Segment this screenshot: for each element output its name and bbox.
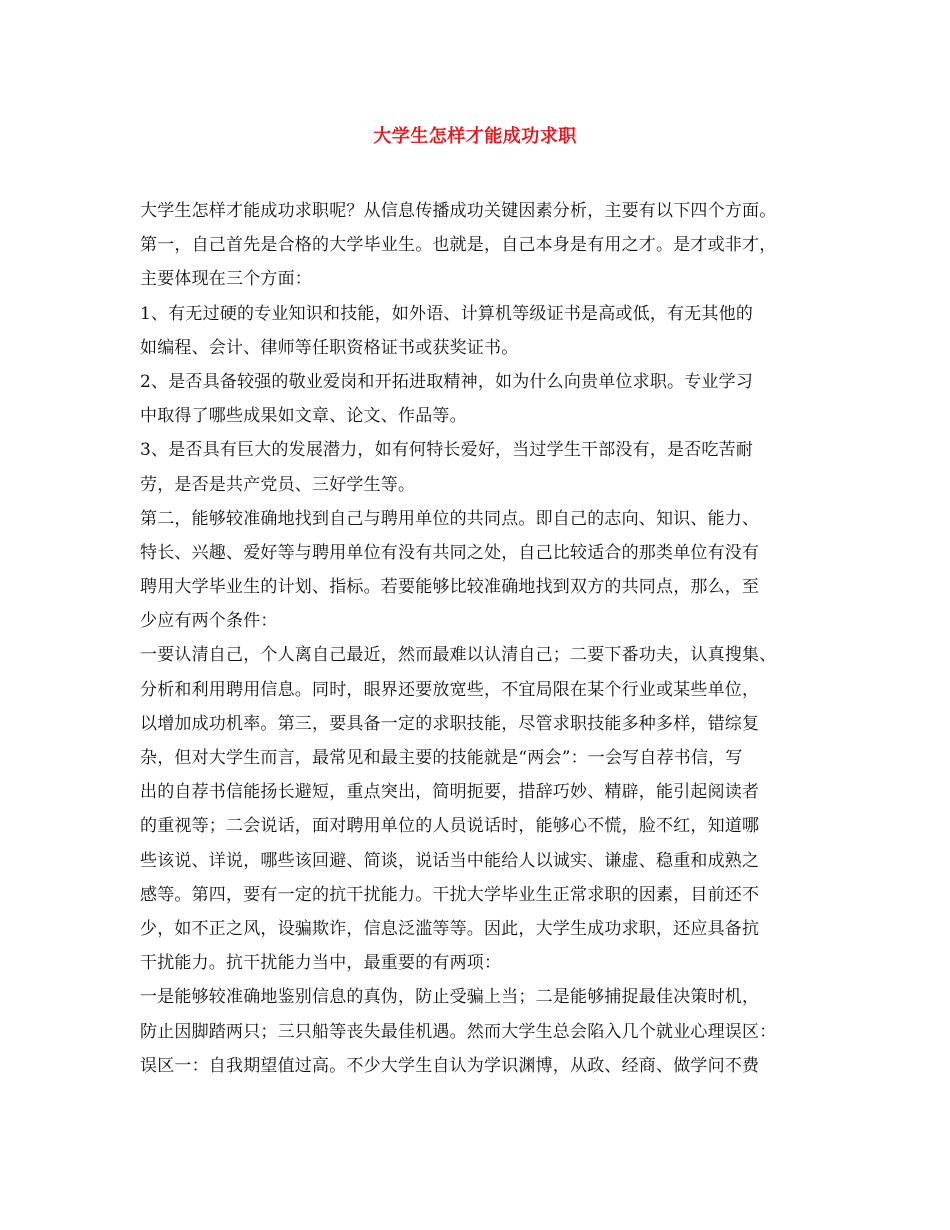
text-line: 分析和利用聘用信息。同时，眼界还要放宽些，不宜局限在某个行业或某些单位，: [140, 679, 760, 700]
text-line: 出的自荐书信能扬长避短，重点突出，简明扼要，措辞巧妙、精辟，能引起阅读者: [140, 782, 760, 803]
text-line: 误区一：自我期望值过高。不少大学生自认为学识渊博，从政、经商、做学问不费: [140, 1055, 760, 1076]
text-line: 干扰能力。抗干扰能力当中，最重要的有两项：: [140, 953, 502, 974]
text-line: 防止因脚踏两只；三只船等丧失最佳机遇。然而大学生总会陷入几个就业心理误区：: [140, 1021, 777, 1042]
text-line: 一要认清自己，个人离自己最近，然而最难以认清自己；二要下番功夫，认真搜集、: [140, 645, 777, 666]
text-line: 如编程、会计、律师等任职资格证书或获奖证书。: [140, 337, 519, 358]
text-line: 感等。第四，要有一定的抗干扰能力。干扰大学毕业生正常求职的因素，目前还不: [140, 884, 760, 905]
text-line: 少应有两个条件：: [140, 611, 278, 632]
text-line: 主要体现在三个方面：: [140, 269, 312, 290]
text-line: 一是能够较准确地鉴别信息的真伪，防止受骗上当；二是能够捕捉最佳决策时机，: [140, 987, 760, 1008]
text-line: 3、是否具有巨大的发展潜力，如有何特长爱好，当过学生干部没有，是否吃苦耐: [140, 440, 754, 461]
text-line: 中取得了哪些成果如文章、论文、作品等。: [140, 406, 467, 427]
text-line: 大学生怎样才能成功求职呢？从信息传播成功关键因素分析，主要有以下四个方面。: [140, 201, 777, 221]
text-line: 些该说、详说，哪些该回避、简谈，说话当中能给人以诚实、谦虚、稳重和成熟之: [140, 850, 760, 871]
text-line: 杂，但对大学生而言，最常见和最主要的技能就是“两会”：一会写自荐书信，写: [140, 748, 743, 768]
text-line: 以增加成功机率。第三，要具备一定的求职技能，尽管求职技能多种多样，错综复: [140, 713, 760, 734]
text-line: 劳，是否是共产党员、三好学生等。: [140, 474, 416, 495]
text-line: 特长、兴趣、爱好等与聘用单位有没有共同之处，自己比较适合的那类单位有没有: [140, 542, 760, 563]
document-title: 大学生怎样才能成功求职: [373, 126, 577, 147]
text-line: 聘用大学毕业生的计划、指标。若要能够比较准确地找到双方的共同点，那么，至: [140, 577, 760, 598]
text-line: 第一，自己首先是合格的大学毕业生。也就是，自己本身是有用之才。是才或非才，: [140, 235, 777, 256]
text-line: 的重视等；二会说话，面对聘用单位的人员说话时，能够心不慌，脸不红，知道哪: [140, 816, 760, 837]
text-line: 1、有无过硬的专业知识和技能，如外语、计算机等级证书是高或低，有无其他的: [140, 303, 754, 324]
text-line: 第二，能够较准确地找到自己与聘用单位的共同点。即自己的志向、知识、能力、: [140, 508, 760, 529]
text-line: 少，如不正之风，设骗欺诈，信息泛滥等等。因此，大学生成功求职，还应具备抗: [140, 918, 760, 939]
text-line: 2、是否具备较强的敬业爱岗和开拓进取精神，如为什么向贵单位求职。专业学习: [140, 371, 754, 392]
document-body: [140, 194, 840, 1083]
